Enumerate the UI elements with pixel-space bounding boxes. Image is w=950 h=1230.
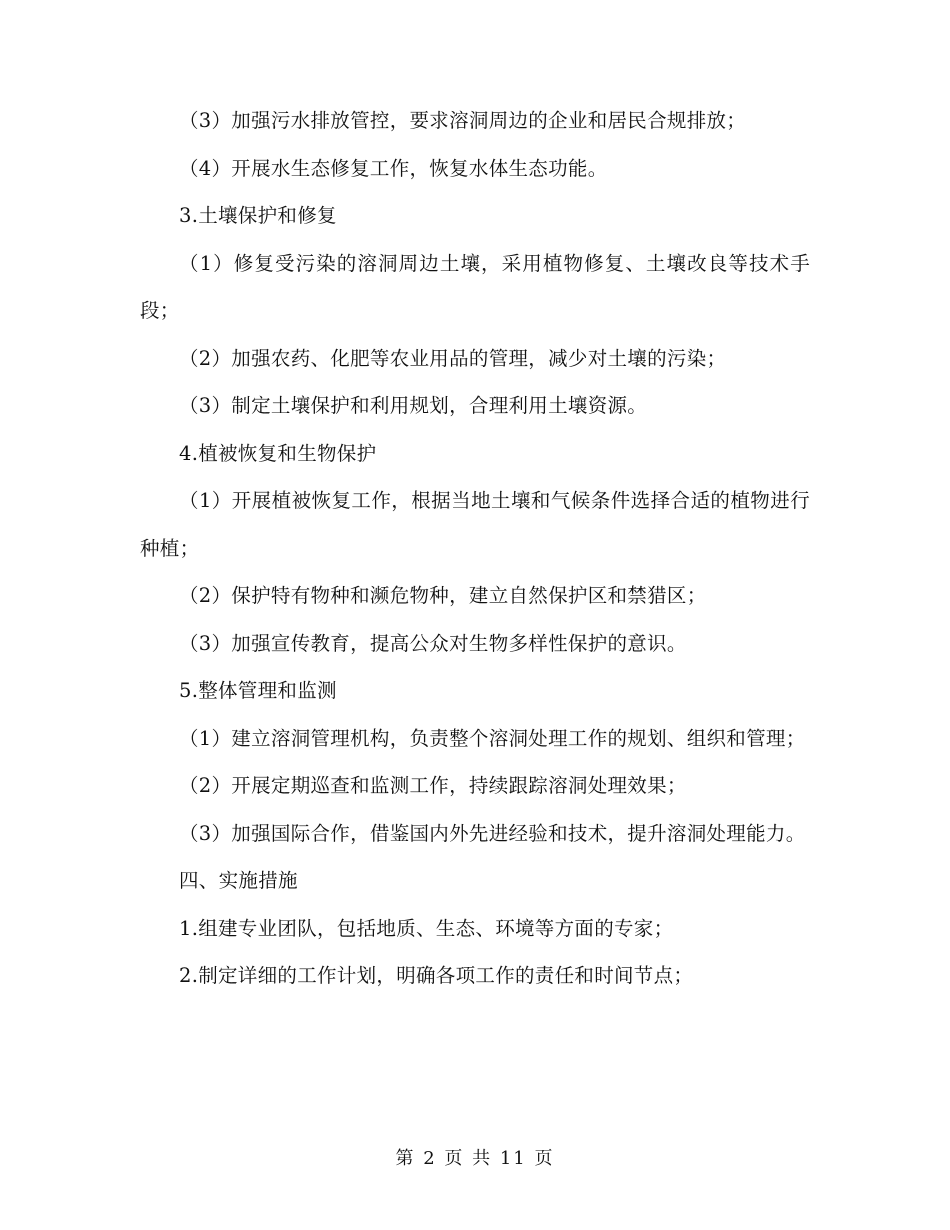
- paragraph: （4）开展水生态修复工作，恢复水体生态功能。: [179, 156, 608, 180]
- paragraph: （3）加强污水排放管控，要求溶洞周边的企业和居民合规排放；: [179, 109, 747, 132]
- paragraph: （1）开展植被恢复工作，根据当地土壤和气候条件选择合适的植物进行种植；: [140, 489, 810, 560]
- paragraph: （3）加强国际合作，借鉴国内外先进经验和技术，提升溶洞处理能力。: [179, 821, 806, 845]
- paragraph: 2.制定详细的工作计划，明确各项工作的责任和时间节点；: [179, 964, 694, 987]
- paragraph: （2）保护特有物种和濒危物种，建立自然保护区和禁猎区；: [179, 584, 707, 607]
- paragraph: （1）修复受污染的溶洞周边土壤，采用植物修复、土壤改良等技术手段；: [140, 251, 810, 322]
- paragraph: （2）开展定期巡查和监测工作，持续跟踪溶洞处理效果；: [179, 774, 687, 797]
- page-number-footer: 第 2 页 共 11 页: [395, 1148, 555, 1169]
- paragraph: （1）建立溶洞管理机构，负责整个溶洞处理工作的规划、组织和管理；: [179, 726, 806, 750]
- paragraph: 1.组建专业团队，包括地质、生态、环境等方面的专家；: [179, 916, 674, 940]
- paragraph: （3）制定土壤保护和利用规划，合理利用土壤资源。: [179, 394, 648, 417]
- chapter-heading: 四、实施措施: [179, 869, 298, 892]
- section-heading: 5.整体管理和监测: [179, 679, 337, 702]
- paragraph: （3）加强宣传教育，提高公众对生物多样性保护的意识。: [179, 631, 687, 655]
- paragraph: （2）加强农药、化肥等农业用品的管理，减少对土壤的污染；: [179, 346, 727, 370]
- document-body: [140, 97, 810, 1000]
- section-heading: 3.土壤保护和修复: [179, 204, 337, 227]
- section-heading: 4.植被恢复和生物保护: [179, 441, 377, 465]
